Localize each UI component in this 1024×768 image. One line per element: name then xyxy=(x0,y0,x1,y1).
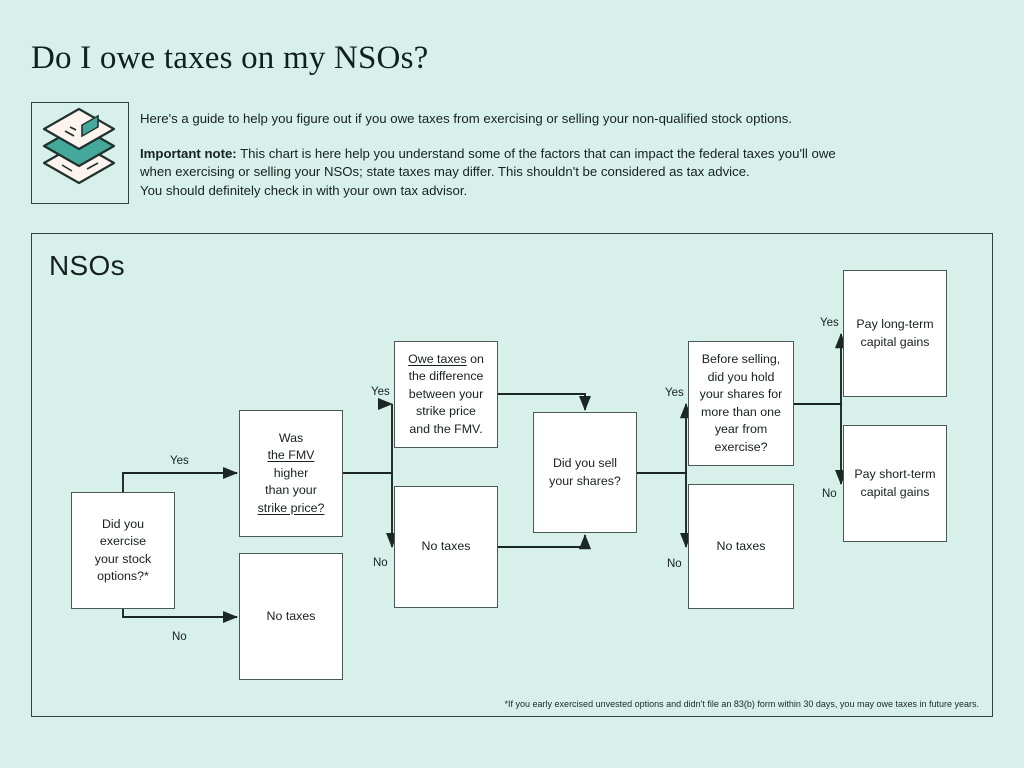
flow-node-n6 xyxy=(533,412,637,533)
flow-node-label: Pay long-term capital gains xyxy=(856,317,934,349)
flow-node-label: Pay short-term capital gains xyxy=(854,467,936,499)
edge-label-n6-to-n8: No xyxy=(667,558,682,570)
important-note xyxy=(140,145,1000,164)
footnote: *If you early exercised unvested options and didn't file an 83(b) form within 30 days, you may owe taxes in future years. xyxy=(504,699,979,709)
flow-node-label: Did you sell your shares? xyxy=(549,456,621,488)
important-note-body-3: You should definitely check in with your own tax advisor. xyxy=(140,182,468,198)
edge-label-n1-to-n3: No xyxy=(172,631,187,643)
flow-node-n10 xyxy=(843,425,947,542)
flow-node-label: No taxes xyxy=(716,538,766,553)
edge-label-n2-to-n4: Yes xyxy=(371,386,390,398)
intro-line: Here's a guide to help you figure out if you owe taxes from exercising or selling your non-qualified stock options. xyxy=(140,111,792,126)
flow-node-label: Owe taxes on the difference between your strike price and the FMV. xyxy=(408,351,484,436)
panel-heading: NSOs xyxy=(49,250,125,281)
flow-node-label: Before selling, did you hold your shares for more than one year from exercise? xyxy=(699,352,783,454)
edge-label-n7-to-n9: Yes xyxy=(820,317,839,329)
paragraph-spacer xyxy=(140,129,1000,145)
flow-node-label: No taxes xyxy=(421,539,471,554)
stacked-documents-icon xyxy=(31,102,129,204)
edge-label-n7-to-n10: No xyxy=(822,488,837,500)
flow-node-n5 xyxy=(394,486,498,608)
edge-label-n1-to-n2: Yes xyxy=(170,455,189,467)
edge-label-n6-to-n7: Yes xyxy=(665,387,684,399)
page-title: Do I owe taxes on my NSOs? xyxy=(31,40,429,76)
flow-node-n3 xyxy=(239,553,343,680)
flow-node-n4 xyxy=(394,341,498,448)
flow-node-n1 xyxy=(71,492,175,609)
flow-node-n7 xyxy=(688,341,794,466)
important-note-body-1: This chart is here help you understand some of the factors that can impact the federal taxes you'll owe xyxy=(236,145,836,161)
flow-node-n2 xyxy=(239,410,343,537)
important-note-body-2: when exercising or selling your NSOs; state taxes may differ. This shouldn't be considered as tax advice. xyxy=(140,164,750,179)
flow-node-label: Was the FMV higher than your strike price? xyxy=(257,430,325,515)
important-note-label: Important note: xyxy=(140,145,237,161)
flow-node-label: Did you exercise your stock options?* xyxy=(94,516,152,583)
flow-node-n9 xyxy=(843,270,947,397)
flow-node-n8 xyxy=(688,484,794,609)
edge-label-n2-to-n5: No xyxy=(373,557,388,569)
flow-node-label: No taxes xyxy=(266,608,316,623)
intro-text-block xyxy=(140,110,1000,200)
